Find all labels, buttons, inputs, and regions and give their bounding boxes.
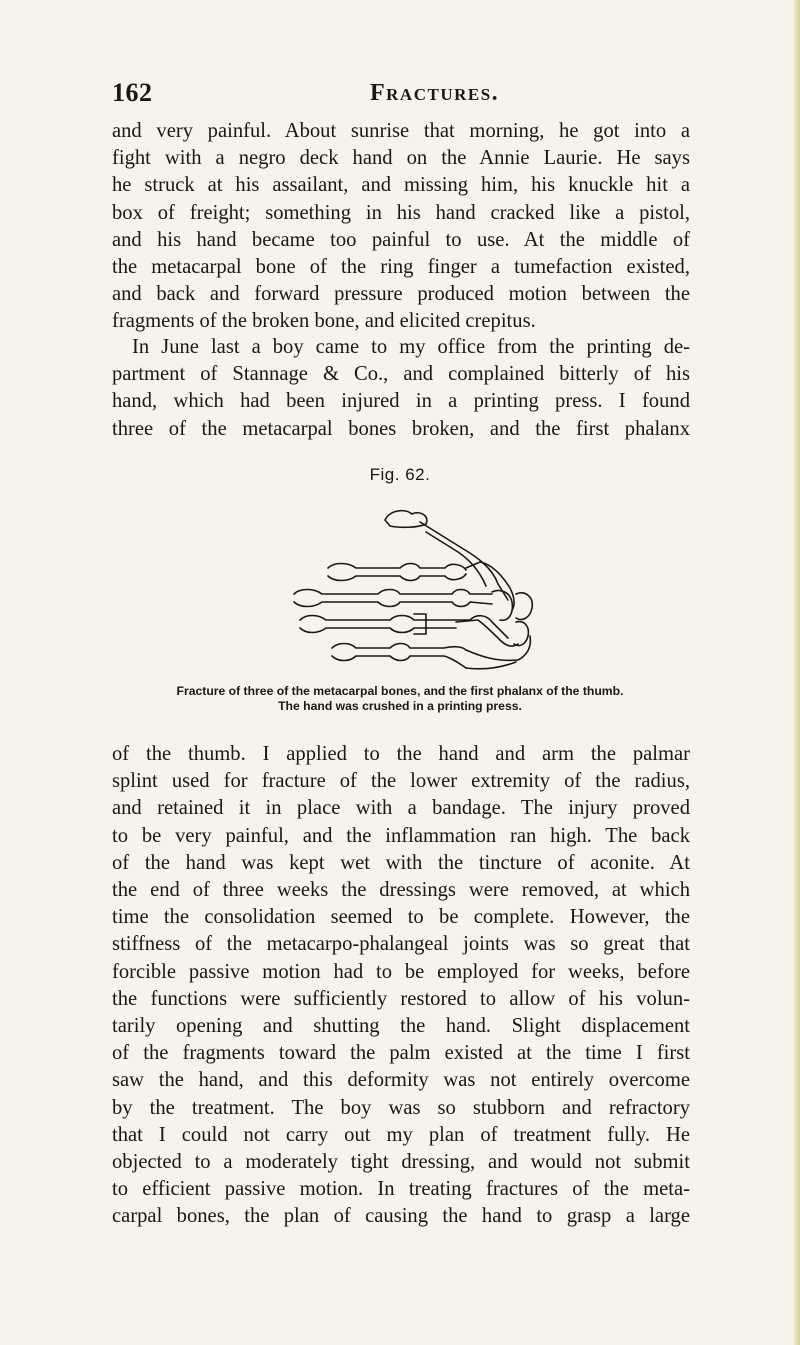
page-edge: [794, 0, 800, 1345]
text-line: splint used for fracture of the lower extremity of the radius,: [112, 770, 690, 793]
paragraph-3: [112, 741, 690, 1231]
text-line: and back and forward pressure produced motion between the: [112, 283, 690, 306]
text-line: and retained it in place with a bandage. The injury proved: [112, 797, 690, 820]
text-line: saw the hand, and this deformity was not entirely overcome: [112, 1069, 690, 1092]
text-line: of the hand was kept wet with the tincture of aconite. At: [112, 851, 690, 874]
page-number: 162: [112, 78, 153, 107]
figure-label: Fig. 62.: [369, 465, 431, 484]
text-line: time the consolidation seemed to be complete. However, the: [112, 906, 690, 929]
text-line: to efficient passive motion. In treating fractures of the meta-: [112, 1178, 690, 1201]
running-title: Fractures.: [370, 80, 500, 106]
text-line: the metacarpal bone of the ring finger a tumefaction existed,: [112, 256, 690, 279]
text-line: and his hand became too painful to use. At the middle of: [112, 228, 690, 251]
text-line: stiffness of the metacarpo-phalangeal joints was so great that: [112, 933, 690, 956]
page-header: [112, 78, 712, 108]
figure-caption: [90, 684, 710, 714]
text-line: In June last a boy came to my office from the printing de-: [132, 336, 690, 358]
text-line: hand, which had been injured in a printing press. I found: [112, 390, 690, 413]
text-line: the end of three weeks the dressings were removed, at which: [112, 879, 690, 902]
paragraph-2: [112, 334, 690, 443]
text-line: that I could not carry out my plan of treatment fully. He: [112, 1123, 690, 1146]
text-line: box of freight; something in his hand cracked like a pistol,: [112, 201, 690, 224]
text-line: forcible passive motion had to be employed for weeks, before: [112, 960, 690, 983]
text-line: objected to a moderately tight dressing, and would not submit: [112, 1151, 690, 1174]
text-line: and very painful. About sunrise that morning, he got into a: [112, 120, 690, 142]
caption-line-2: The hand was crushed in a printing press.: [278, 699, 522, 713]
text-line: tarily opening and shutting the hand. Slight displacement: [112, 1015, 690, 1038]
text-line: three of the metacarpal bones broken, and the first phalanx: [112, 417, 690, 440]
text-line: fragments of the broken bone, and elicited crepitus.: [112, 310, 536, 333]
text-line: carpal bones, the plan of causing the hand to grasp a large: [112, 1205, 690, 1228]
fracture-illustration: [230, 492, 610, 680]
text-line: partment of Stannage & Co., and complained bitterly of his: [112, 363, 690, 386]
text-line: of the fragments toward the palm existed at the time I first: [112, 1042, 690, 1065]
text-line: to be very painful, and the inflammation ran high. The back: [112, 824, 690, 847]
text-line: by the treatment. The boy was so stubborn and refractory: [112, 1096, 690, 1119]
hand-bones-drawing: [230, 492, 610, 680]
text-line: of the thumb. I applied to the hand and arm the palmar: [112, 743, 690, 765]
paragraph-1: [112, 118, 690, 336]
caption-line-1: Fracture of three of the metacarpal bones, and the first phalanx of the thumb.: [176, 684, 624, 698]
text-line: fight with a negro deck hand on the Annie Laurie. He says: [112, 147, 690, 170]
text-line: he struck at his assailant, and missing him, his knuckle hit a: [112, 174, 690, 197]
text-line: the functions were sufficiently restored to allow of his volun-: [112, 987, 690, 1010]
